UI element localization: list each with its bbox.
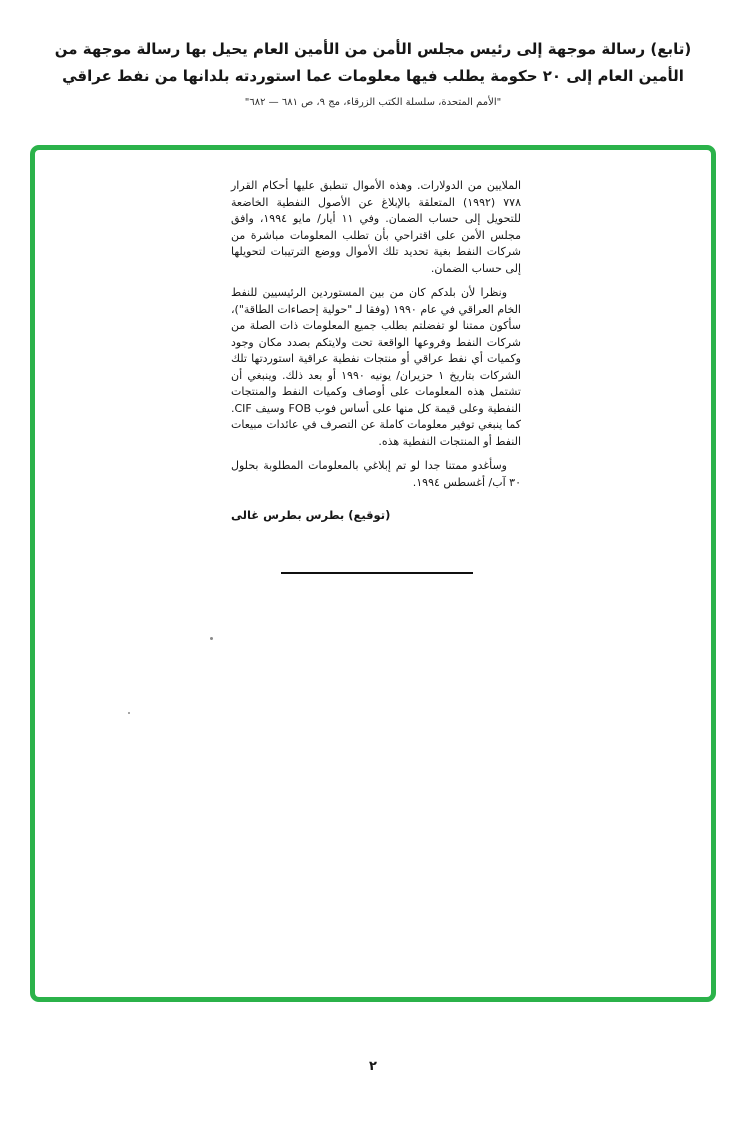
source-citation: "الأمم المتحدة، سلسلة الكتب الزرقاء، مج ٩، ص ٦٨١ — ٦٨٢" xyxy=(244,97,502,108)
page-number: ٢ xyxy=(369,1059,377,1074)
scan-speck xyxy=(128,712,130,714)
green-highlight-region xyxy=(30,145,716,1002)
signature-line: (توقيع) بطرس بطرس غالى xyxy=(231,508,391,522)
separator-line xyxy=(281,572,473,574)
scan-speck xyxy=(210,637,213,640)
document-title-line-1: (تابع) رسالة موجهة إلى رئيس مجلس الأمن من الأمين العام يحيل بها رسالة موجهة من xyxy=(54,40,692,58)
letter-paragraph: الملايين من الدولارات. وهذه الأموال تنطبق عليها أحكام القرار ٧٧٨ (١٩٩٢) المتعلقة بالإبلاغ عن الأصول النفطية الخاضعة للتحويل إلى حساب الضمان. وفي ١١ أيار/ مايو ١٩٩٤، وافق مجلس الأمن على اقتراحي بأن تطلب المعلومات مباشرة من شركات النفط بغية تحديد تلك الأموال ووضع الترتيبات لتحويلها إلى حساب الضمان. xyxy=(231,179,521,275)
letter-body xyxy=(231,178,521,524)
document-header xyxy=(40,36,706,110)
letter-paragraph: وسأغدو ممتنا جدا لو تم إبلاغي بالمعلومات المطلوبة بحلول ٣٠ آب/ أغسطس ١٩٩٤. xyxy=(231,459,521,489)
page-footer xyxy=(0,1055,746,1074)
document-title-line-2: الأمين العام إلى ٢٠ حكومة يطلب فيها معلومات عما استوردته بلدانها من نفط عراقي xyxy=(62,67,684,85)
letter-paragraph: ونظرا لأن بلدكم كان من بين المستوردين الرئيسيين للنفط الخام العراقي في عام ١٩٩٠ (وفقا لـ "حولية إحصاءات الطاقة")، سأكون ممتنا لو تفضلتم بطلب جميع المعلومات ذات الصلة من شركات النفط وفروعها الواقعة تحت ولايتكم بصدد مكان وجود وكميات أي نفط عراقي أو منتجات نفطية عراقية استوردتها تلك الشركات بتاريخ ١ حزيران/ يونيه ١٩٩٠ أو بعد ذلك. وينبغي أن تشتمل هذه المعلومات على أوصاف وكميات النفط والمنتجات النفطية وعلى قيمة كل منها على أساس فوب FOB وسيف CIF. كما ينبغي توفير معلومات كاملة عن التصرف في عائدات مبيعات النفط أو المنتجات النفطية هذه. xyxy=(231,286,521,448)
